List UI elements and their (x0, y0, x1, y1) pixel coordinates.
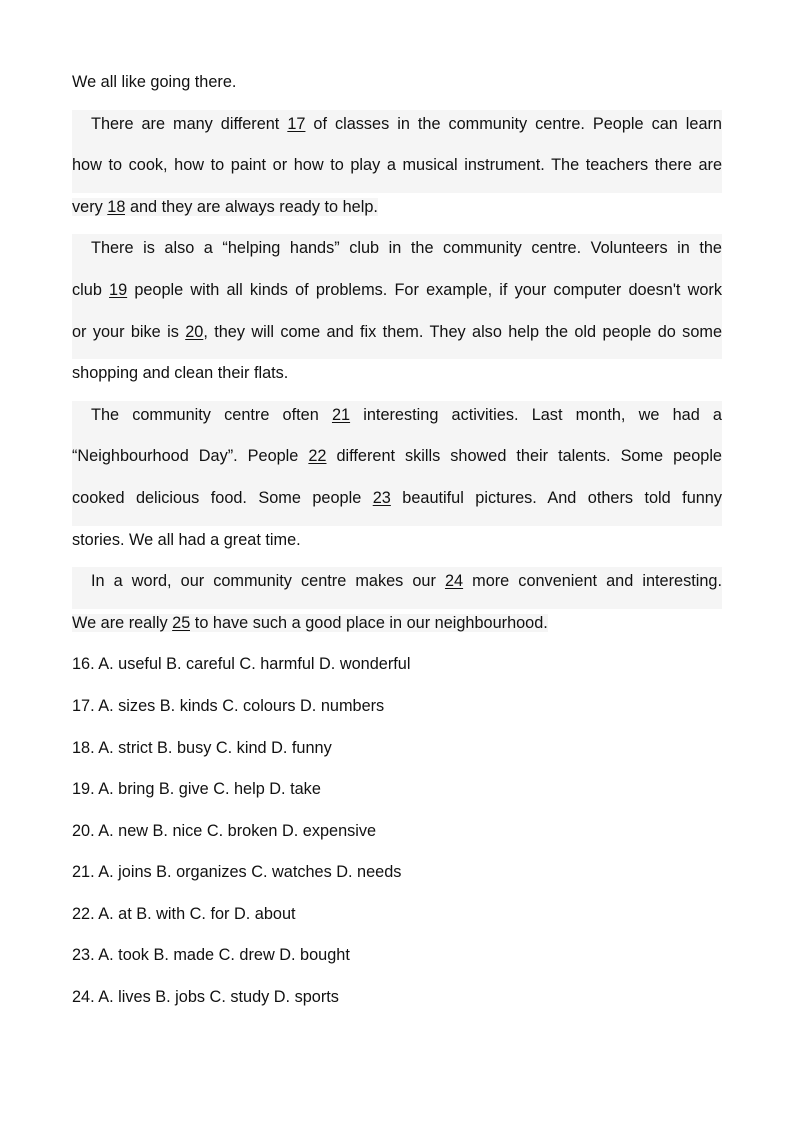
option-row-16: 16. A. useful B. careful C. harmful D. wonderful (72, 655, 411, 674)
paragraph-17-line-1 (72, 110, 722, 152)
option-row-21: 21. A. joins B. organizes C. watches D. needs (72, 863, 402, 882)
passage-text: of classes in the community centre. People can learn (305, 114, 722, 133)
paragraph-21-line-2 (72, 442, 722, 484)
paragraph-19-line-1 (72, 234, 722, 276)
blank-23: 23 (372, 488, 391, 507)
answer-options-list (72, 650, 722, 1024)
paragraph-24-line-1 (72, 567, 722, 609)
option-row-22: 22. A. at B. with C. for D. about (72, 904, 296, 923)
passage-text: how to cook, how to paint or how to play a musical instrument. The teachers there are (72, 156, 722, 175)
passage-text: In a word, our community centre makes our (91, 572, 445, 591)
paragraph-21-line-4 (72, 526, 722, 568)
passage-text: cooked delicious food. Some people (72, 488, 373, 507)
paragraph-19-line-3 (72, 318, 722, 360)
option-row-18: 18. A. strict B. busy C. kind D. funny (72, 738, 332, 757)
blank-19: 19 (109, 280, 128, 299)
passage-text: people with all kinds of problems. For example, if your computer doesn't work (127, 280, 722, 299)
paragraph-21-line-3 (72, 484, 722, 526)
blank-22: 22 (308, 447, 327, 466)
paragraph-17-line-2 (72, 151, 722, 193)
passage-text: We all like going there. (72, 73, 237, 91)
blank-25: 25 (172, 613, 191, 632)
passage-text: There is also a “helping hands” club in the community centre. Volunteers in the (91, 239, 722, 258)
passage-text: shopping and clean their flats. (72, 364, 289, 383)
blank-18: 18 (107, 197, 126, 216)
passage-text: There are many different (91, 114, 288, 133)
passage-text: stories. We all had a great time. (72, 530, 301, 549)
paragraph-17-line-3 (72, 193, 722, 235)
option-row-23: 23. A. took B. made C. drew D. bought (72, 946, 350, 965)
blank-21: 21 (331, 405, 351, 424)
option-row-19: 19. A. bring B. give C. help D. take (72, 780, 321, 799)
option-row-17: 17. A. sizes B. kinds C. colours D. numbers (72, 696, 385, 715)
passage-text: and they are always ready to help. (125, 197, 378, 216)
blank-20: 20 (185, 322, 204, 341)
passage-text: club (72, 280, 110, 299)
passage-text: or your bike is (72, 322, 186, 341)
passage-text: more convenient and interesting. (463, 572, 722, 591)
blank-24: 24 (444, 572, 464, 591)
passage-text: interesting activities. Last month, we had a (350, 405, 722, 424)
passage-text: beautiful pictures. And others told funny (390, 488, 722, 507)
passage-text: very (72, 197, 108, 216)
passage-text: “Neighbourhood Day”. People (72, 447, 309, 466)
passage-text: , they will come and fix them. They also help the old people do some (203, 322, 722, 341)
option-row-20: 20. A. new B. nice C. broken D. expensive (72, 821, 377, 840)
passage-text: to have such a good place in our neighbourhood. (190, 613, 548, 632)
passage-text: The community centre often (91, 405, 332, 424)
paragraph-19-line-4 (72, 359, 722, 401)
paragraph-21-line-1 (72, 401, 722, 443)
passage-line (72, 68, 722, 110)
blank-17: 17 (287, 114, 306, 133)
paragraph-19-line-2 (72, 276, 722, 318)
cloze-passage (72, 68, 722, 1025)
paragraph-24-line-2 (72, 609, 722, 651)
option-row-24: 24. A. lives B. jobs C. study D. sports (72, 988, 339, 1007)
passage-text: different skills showed their talents. Some people (326, 447, 722, 466)
passage-text: We are really (72, 613, 173, 632)
